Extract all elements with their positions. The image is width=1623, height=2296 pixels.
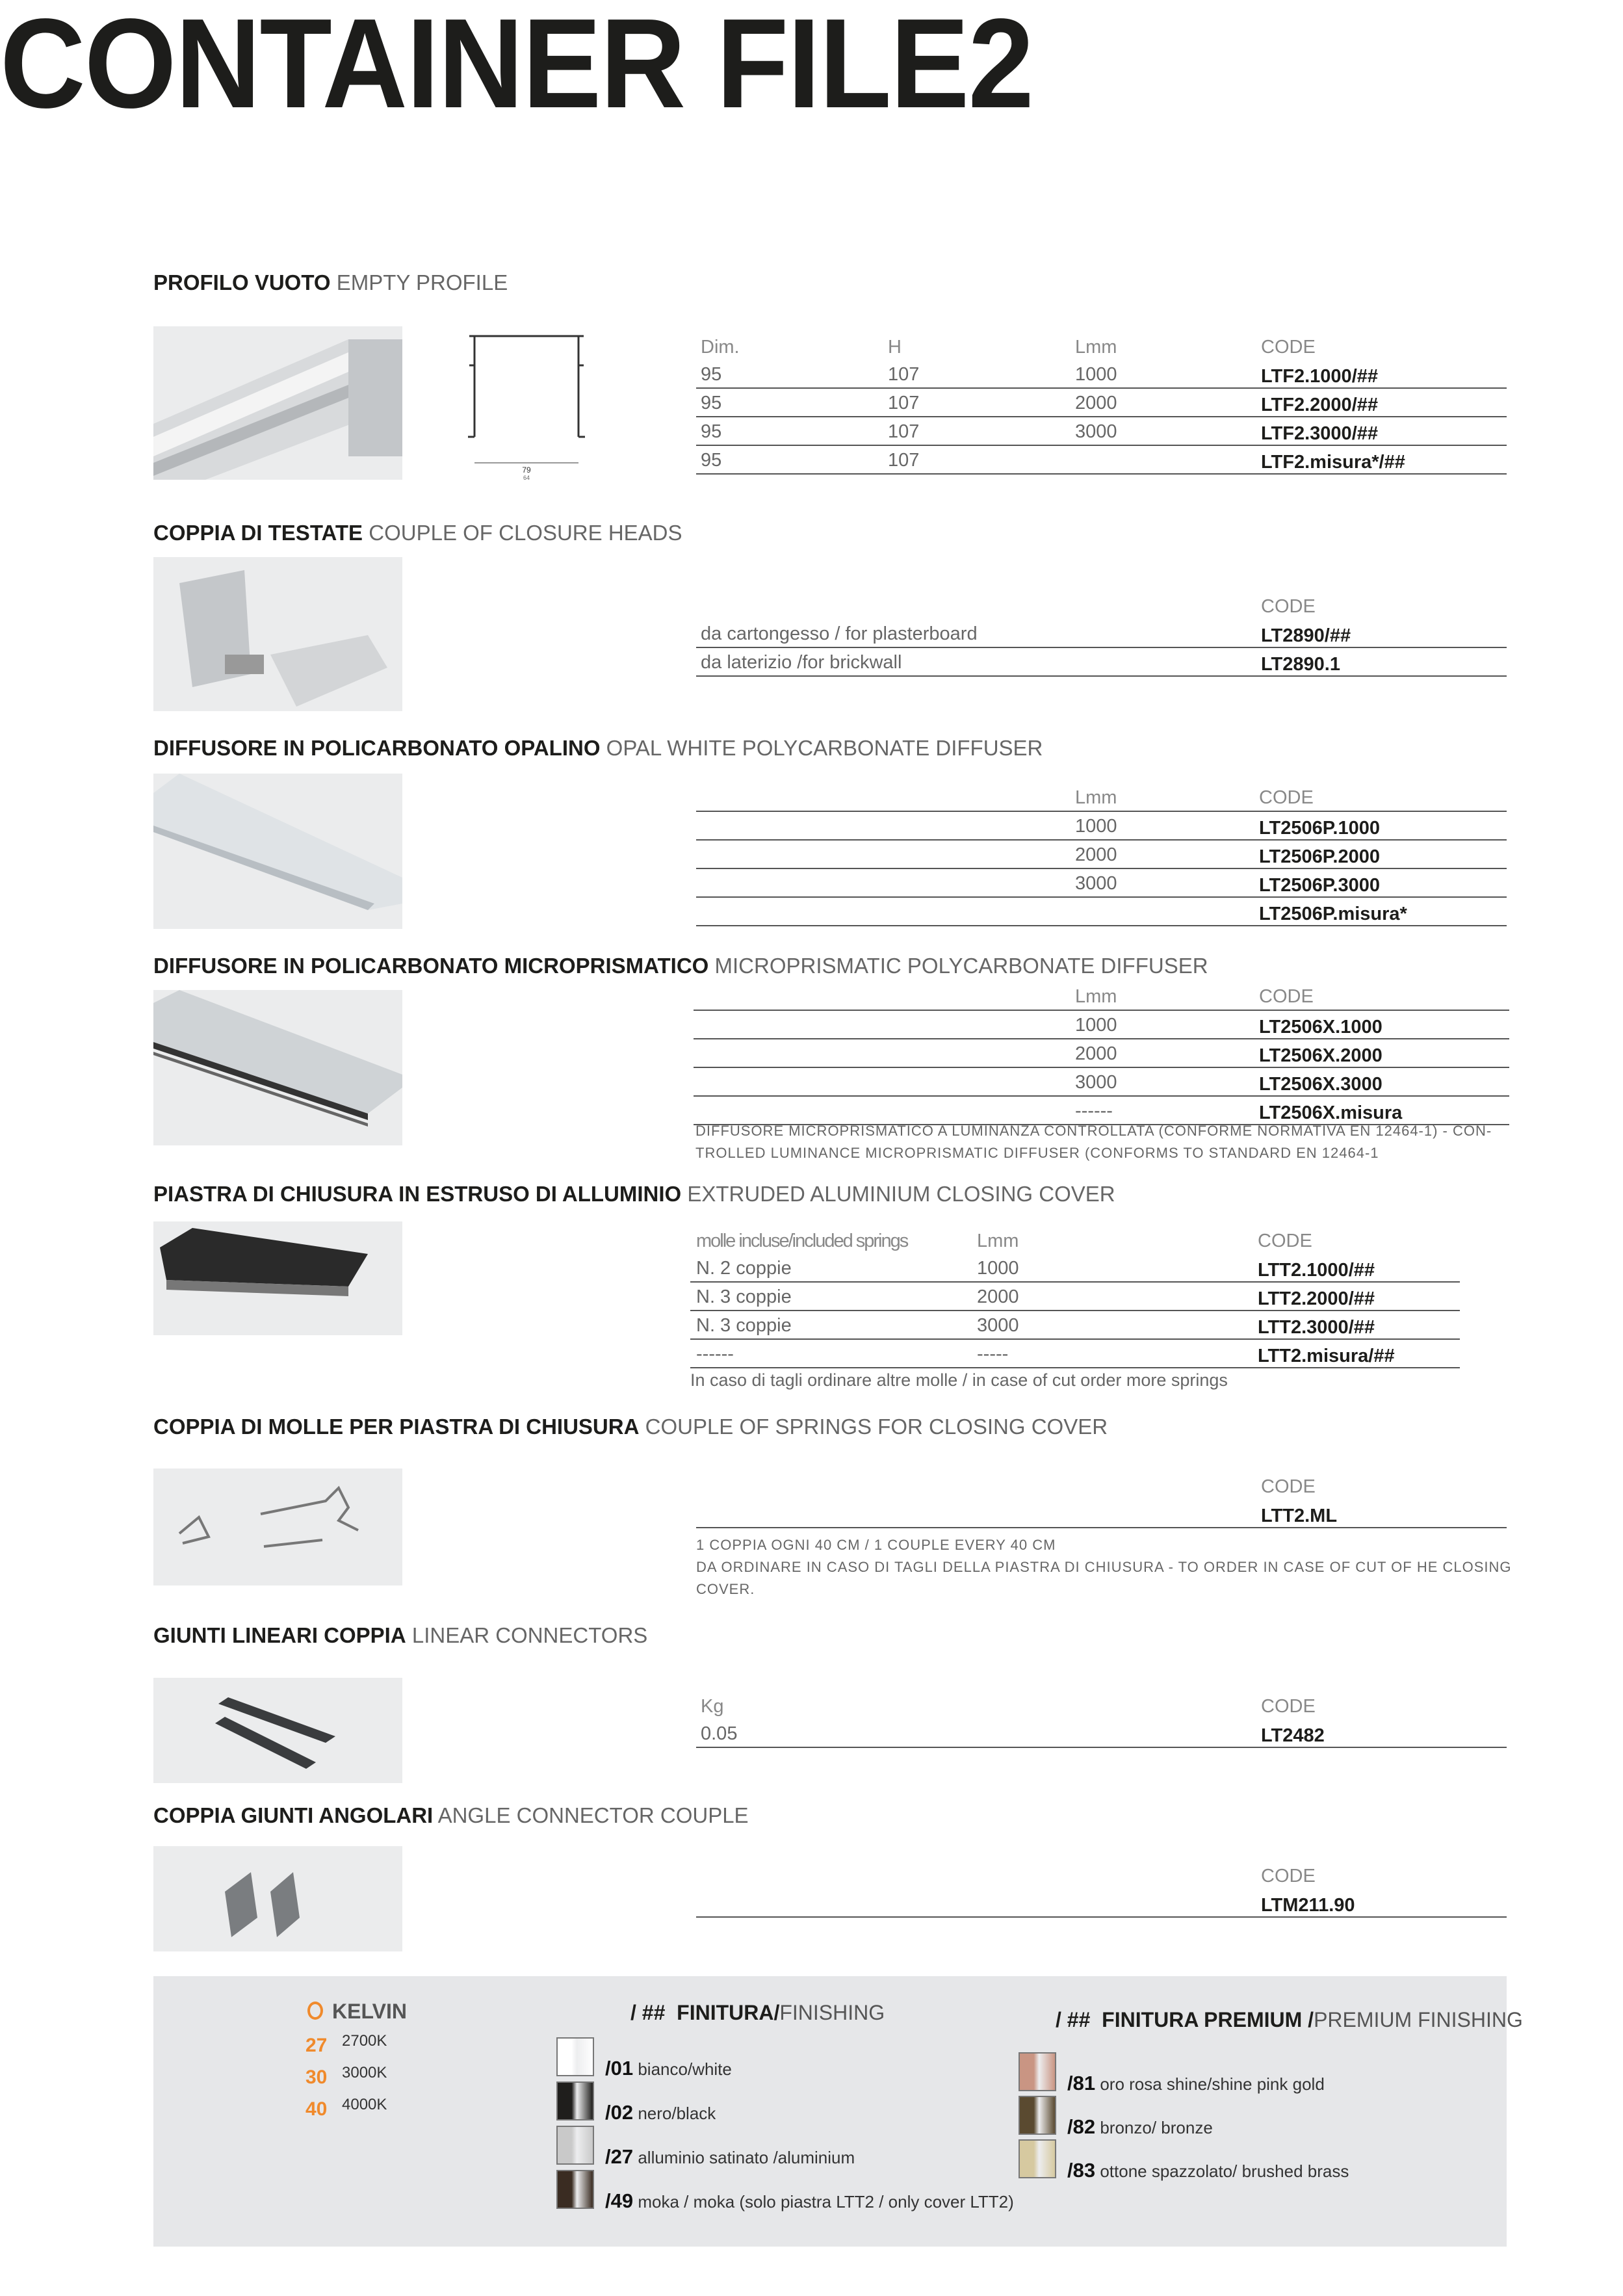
product-code: LT2890/## <box>1261 625 1351 646</box>
table-note: DIFFUSORE MICROPRISMATICO A LUMINANZA CONTROLLATA (CONFORME NORMATIVA EN 12464-1) - CON- <box>695 1123 1492 1139</box>
section-heading: DIFFUSORE IN POLICARBONATO MICROPRISMATICO MICROPRISMATIC POLYCARBONATE DIFFUSER <box>153 954 1208 978</box>
column-header: Lmm <box>1075 787 1117 808</box>
table-row <box>696 812 1507 841</box>
table-cell: 1000 <box>977 1258 1019 1279</box>
table-row <box>696 389 1507 417</box>
table-cell: 2000 <box>1075 393 1117 413</box>
finish-swatch[interactable] <box>1019 2139 1056 2178</box>
table-cell: N. 3 coppie <box>696 1315 792 1336</box>
table-note: TROLLED LUMINANCE MICROPRISMATIC DIFFUSER (CONFORMS TO STANDARD EN 12464-1 <box>695 1145 1379 1161</box>
table-cell: da laterizio /for brickwall <box>701 652 902 673</box>
table-row <box>696 1889 1507 1918</box>
finish-label: /83 ottone spazzolato/ brushed brass <box>1067 2159 1349 2182</box>
table-cell: ------ <box>1075 1101 1113 1121</box>
kelvin-label: 4000K <box>342 2096 387 2113</box>
product-image <box>153 774 402 929</box>
finish-label: /81 oro rosa shine/shine pink gold <box>1067 2072 1325 2094</box>
table-row <box>690 1311 1460 1340</box>
table-cell: N. 2 coppie <box>696 1258 792 1279</box>
table-cell: 3000 <box>1075 873 1117 894</box>
table-cell: 95 <box>701 450 722 471</box>
table-note: In caso di tagli ordinare altre molle / in case of cut order more springs <box>690 1370 1228 1390</box>
table-cell: N. 3 coppie <box>696 1286 792 1307</box>
product-code: LTT2.1000/## <box>1258 1260 1375 1281</box>
product-code: LTF2.3000/## <box>1261 423 1379 444</box>
table-row <box>696 446 1507 475</box>
table-row <box>696 417 1507 446</box>
product-code: LT2506X.3000 <box>1259 1074 1383 1095</box>
product-image <box>153 326 402 480</box>
product-code: LTF2.misura*/## <box>1261 452 1405 473</box>
section-heading: PIASTRA DI CHIUSURA IN ESTRUSO DI ALLUMINIO EXTRUDED ALUMINIUM CLOSING COVER <box>153 1182 1115 1206</box>
table-cell: 1000 <box>1075 364 1117 385</box>
column-header: CODE <box>1261 1696 1316 1717</box>
product-code: LT2506P.1000 <box>1259 818 1380 839</box>
section-heading: DIFFUSORE IN POLICARBONATO OPALINO OPAL WHITE POLYCARBONATE DIFFUSER <box>153 736 1043 760</box>
finish-swatch[interactable] <box>556 2037 594 2076</box>
premium-finishing-header: / ## FINITURA PREMIUM /PREMIUM FINISHING <box>1056 2008 1523 2031</box>
kelvin-header: KELVIN <box>307 2000 407 2024</box>
table-cell: 95 <box>701 421 722 442</box>
table-header <box>696 592 1507 620</box>
table-row <box>696 898 1507 926</box>
product-table <box>696 783 1507 926</box>
product-code: LT2482 <box>1261 1725 1325 1746</box>
table-row <box>694 1039 1509 1068</box>
table-cell: 3000 <box>1075 1072 1117 1093</box>
product-image <box>153 990 402 1145</box>
finish-swatch[interactable] <box>556 2126 594 2165</box>
product-code: LT2890.1 <box>1261 654 1340 675</box>
section-heading: GIUNTI LINEARI COPPIA LINEAR CONNECTORS <box>153 1623 648 1647</box>
finish-label: /27 alluminio satinato /aluminium <box>605 2145 855 2168</box>
finish-swatch[interactable] <box>1019 2096 1056 2135</box>
column-header: CODE <box>1261 1866 1316 1886</box>
product-code: LTF2.1000/## <box>1261 366 1379 387</box>
table-cell: 107 <box>888 421 920 442</box>
product-code: LT2506X.2000 <box>1259 1045 1383 1066</box>
section-heading: COPPIA GIUNTI ANGOLARI ANGLE CONNECTOR COUPLE <box>153 1803 749 1827</box>
table-row <box>696 1719 1507 1748</box>
product-table <box>690 1227 1460 1368</box>
table-row <box>694 1068 1509 1097</box>
product-image <box>153 1846 402 1951</box>
table-cell: 2000 <box>1075 844 1117 865</box>
column-header: H <box>888 337 902 358</box>
svg-text:64: 64 <box>523 475 530 480</box>
product-image <box>153 1221 402 1335</box>
product-code: LT2506P.3000 <box>1259 875 1380 896</box>
table-header <box>694 982 1509 1011</box>
kelvin-label: 2700K <box>342 2032 387 2050</box>
product-image <box>153 557 402 711</box>
kelvin-code: 40 <box>305 2098 328 2120</box>
table-header <box>696 1862 1507 1889</box>
kelvin-code: 27 <box>305 2035 328 2056</box>
circle-icon <box>307 2002 323 2020</box>
table-row <box>696 1500 1507 1528</box>
table-header <box>696 333 1507 360</box>
product-code: LT2506P.misura* <box>1259 904 1407 924</box>
product-code: LTT2.ML <box>1261 1506 1338 1526</box>
column-header: molle incluse/included springs <box>696 1231 908 1251</box>
column-header: Lmm <box>1075 337 1117 358</box>
page-title: CONTAINER FILE2 <box>0 0 1033 135</box>
finish-swatch[interactable] <box>556 2170 594 2209</box>
table-cell: 107 <box>888 450 920 471</box>
column-header: CODE <box>1259 787 1314 808</box>
table-cell: 95 <box>701 364 722 385</box>
product-image <box>153 1468 402 1585</box>
table-row <box>696 841 1507 869</box>
product-code: LT2506X.misura <box>1259 1102 1403 1123</box>
table-row <box>696 648 1507 677</box>
column-header: CODE <box>1261 337 1316 358</box>
product-table <box>696 1472 1507 1528</box>
product-table <box>696 1862 1507 1918</box>
product-code: LT2506X.1000 <box>1259 1017 1383 1037</box>
table-cell: 2000 <box>1075 1043 1117 1064</box>
column-header: Dim. <box>701 337 740 358</box>
table-row <box>694 1097 1509 1125</box>
table-cell: 0.05 <box>701 1723 738 1744</box>
column-header: CODE <box>1261 1476 1316 1497</box>
finishing-panel <box>153 1976 1523 2247</box>
column-header: CODE <box>1261 596 1316 617</box>
product-table <box>696 1692 1507 1748</box>
table-row <box>696 869 1507 898</box>
table-cell: 107 <box>888 364 920 385</box>
finish-label: /01 bianco/white <box>605 2057 732 2080</box>
product-code: LTT2.3000/## <box>1258 1317 1375 1338</box>
table-cell: 2000 <box>977 1286 1019 1307</box>
kelvin-code: 30 <box>305 2067 328 2088</box>
product-table <box>694 982 1509 1125</box>
table-cell: ----- <box>977 1344 1009 1364</box>
section-heading: COPPIA DI TESTATE COUPLE OF CLOSURE HEADS <box>153 521 682 545</box>
column-header: CODE <box>1259 986 1314 1007</box>
column-header: CODE <box>1258 1231 1312 1251</box>
table-cell: 107 <box>888 393 920 413</box>
product-code: LTT2.2000/## <box>1258 1288 1375 1309</box>
product-code: LT2506P.2000 <box>1259 846 1380 867</box>
table-row <box>690 1283 1460 1311</box>
product-code: LTT2.misura/## <box>1258 1346 1395 1366</box>
table-header <box>696 783 1507 812</box>
table-note: COVER. <box>696 1581 755 1597</box>
table-row <box>690 1254 1460 1283</box>
finish-label: /82 bronzo/ bronze <box>1067 2115 1213 2138</box>
table-row <box>696 620 1507 648</box>
table-cell: 3000 <box>977 1315 1019 1336</box>
column-header: Lmm <box>977 1231 1019 1251</box>
product-code: LTM211.90 <box>1261 1895 1355 1916</box>
table-note: DA ORDINARE IN CASO DI TAGLI DELLA PIASTRA DI CHIUSURA - TO ORDER IN CASE OF CUT OF HE CLOSING <box>696 1559 1512 1575</box>
table-cell: da cartongesso / for plasterboard <box>701 623 978 644</box>
table-header <box>696 1472 1507 1500</box>
product-table <box>696 592 1507 677</box>
finish-swatch[interactable] <box>1019 2052 1056 2091</box>
product-code: LTF2.2000/## <box>1261 395 1379 415</box>
table-cell: 1000 <box>1075 1015 1117 1036</box>
table-cell: 1000 <box>1075 816 1117 837</box>
kelvin-label: 3000K <box>342 2064 387 2081</box>
table-cell: 95 <box>701 393 722 413</box>
section-heading: PROFILO VUOTO EMPTY PROFILE <box>153 270 508 294</box>
product-image <box>153 1678 402 1783</box>
table-cell: 3000 <box>1075 421 1117 442</box>
profile-section-drawing <box>455 326 598 480</box>
table-row <box>690 1340 1460 1368</box>
svg-text:79: 79 <box>522 465 531 475</box>
finishing-header: / ## FINITURA/FINISHING <box>630 2001 885 2024</box>
finish-swatch[interactable] <box>556 2081 594 2120</box>
table-header <box>696 1692 1507 1719</box>
column-header: Kg <box>701 1696 724 1717</box>
table-note: 1 COPPIA OGNI 40 CM / 1 COUPLE EVERY 40 CM <box>696 1537 1056 1553</box>
finish-label: /02 nero/black <box>605 2101 716 2124</box>
table-row <box>696 360 1507 389</box>
finish-label: /49 moka / moka (solo piastra LTT2 / only cover LTT2) <box>605 2189 1014 2212</box>
product-table <box>696 333 1507 475</box>
table-header <box>690 1227 1460 1254</box>
section-heading: COPPIA DI MOLLE PER PIASTRA DI CHIUSURA COUPLE OF SPRINGS FOR CLOSING COVER <box>153 1415 1108 1439</box>
table-cell: ------ <box>696 1344 734 1364</box>
table-row <box>694 1011 1509 1039</box>
column-header: Lmm <box>1075 986 1117 1007</box>
